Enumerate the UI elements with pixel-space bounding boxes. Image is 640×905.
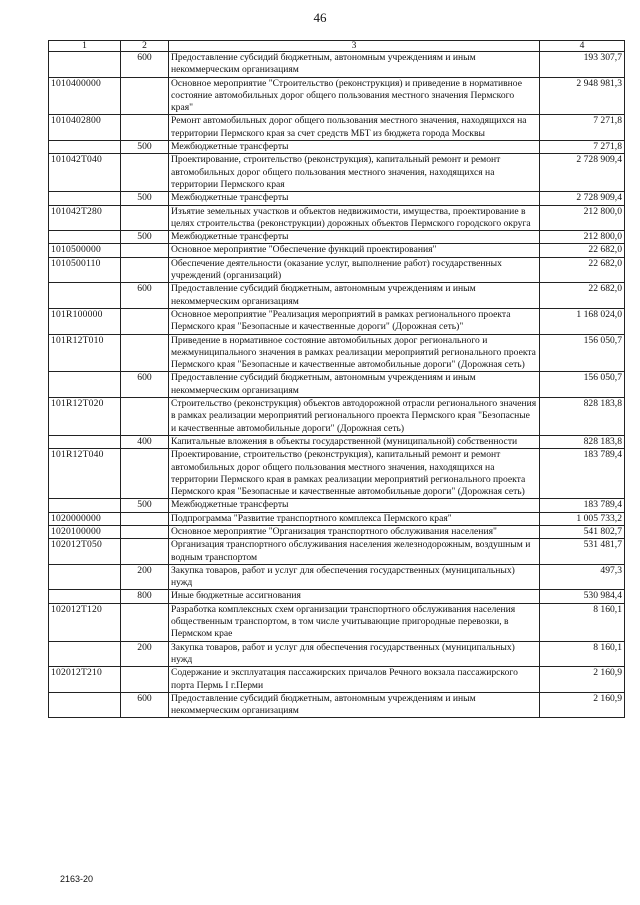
amount-cell: 22 682,0 xyxy=(540,283,625,309)
expense-type-cell xyxy=(121,205,169,231)
name-cell: Организация транспортного обслуживания населения железнодорожным, воздушным и водным транспортом xyxy=(169,539,540,565)
amount-cell: 212 800,0 xyxy=(540,231,625,244)
amount-cell: 1 005 733,2 xyxy=(540,512,625,525)
name-cell: Подпрограмма "Развитие транспортного комплекса Пермского края" xyxy=(169,512,540,525)
name-cell: Приведение в нормативное состояние автомобильных дорог регионального и межмуниципального значения в рамках реализации мероприятий регионального проекта Пермского края "Безопасные и качественные автомобильные дороги" (Дорожная сеть) xyxy=(169,334,540,372)
expense-type-cell xyxy=(121,334,169,372)
budget-table xyxy=(48,40,625,718)
expense-type-cell xyxy=(121,115,169,141)
expense-type-cell xyxy=(121,525,169,538)
amount-cell: 828 183,8 xyxy=(540,435,625,448)
table-row xyxy=(49,512,625,525)
amount-cell: 212 800,0 xyxy=(540,205,625,231)
table-row xyxy=(49,499,625,512)
table-row xyxy=(49,334,625,372)
expense-type-cell: 600 xyxy=(121,692,169,718)
amount-cell: 193 307,7 xyxy=(540,52,625,78)
header-col-4: 4 xyxy=(540,41,625,52)
table-row xyxy=(49,192,625,205)
target-article-cell xyxy=(49,141,121,154)
expense-type-cell: 500 xyxy=(121,499,169,512)
table-body xyxy=(49,52,625,718)
amount-cell: 2 948 981,3 xyxy=(540,77,625,115)
target-article-cell: 1020000000 xyxy=(49,512,121,525)
expense-type-cell: 200 xyxy=(121,564,169,590)
target-article-cell: 101042Т280 xyxy=(49,205,121,231)
amount-cell: 22 682,0 xyxy=(540,244,625,257)
target-article-cell: 1010500000 xyxy=(49,244,121,257)
name-cell: Закупка товаров, работ и услуг для обеспечения государственных (муниципальных) нужд xyxy=(169,641,540,667)
table-row xyxy=(49,667,625,693)
expense-type-cell xyxy=(121,512,169,525)
footer-code: 2163-20 xyxy=(60,874,94,884)
table-row xyxy=(49,231,625,244)
table-row xyxy=(49,435,625,448)
amount-cell: 183 789,4 xyxy=(540,449,625,499)
amount-cell: 541 802,7 xyxy=(540,525,625,538)
amount-cell: 8 160,1 xyxy=(540,641,625,667)
table-row xyxy=(49,283,625,309)
name-cell: Капитальные вложения в объекты государственной (муниципальной) собственности xyxy=(169,435,540,448)
name-cell: Предоставление субсидий бюджетным, автономным учреждениям и иным некоммерческим организациям xyxy=(169,372,540,398)
table-row xyxy=(49,372,625,398)
target-article-cell: 1010500110 xyxy=(49,257,121,283)
table-row xyxy=(49,590,625,603)
expense-type-cell xyxy=(121,398,169,436)
amount-cell: 22 682,0 xyxy=(540,257,625,283)
amount-cell: 7 271,8 xyxy=(540,115,625,141)
name-cell: Основное мероприятие "Реализация мероприятий в рамках регионального проекта Пермского края "Безопасные и качественные дороги" (Дорожная сеть)" xyxy=(169,308,540,334)
amount-cell: 8 160,1 xyxy=(540,603,625,641)
table-row xyxy=(49,141,625,154)
target-article-cell xyxy=(49,435,121,448)
expense-type-cell: 200 xyxy=(121,641,169,667)
target-article-cell: 101R12Т040 xyxy=(49,449,121,499)
amount-cell: 531 481,7 xyxy=(540,539,625,565)
table-row xyxy=(49,115,625,141)
target-article-cell: 1020100000 xyxy=(49,525,121,538)
name-cell: Межбюджетные трансферты xyxy=(169,231,540,244)
table-row xyxy=(49,692,625,718)
target-article-cell xyxy=(49,372,121,398)
table-row xyxy=(49,449,625,499)
expense-type-cell: 600 xyxy=(121,52,169,78)
table-row xyxy=(49,641,625,667)
target-article-cell xyxy=(49,641,121,667)
header-row xyxy=(49,41,625,52)
header-col-3: 3 xyxy=(169,41,540,52)
expense-type-cell: 400 xyxy=(121,435,169,448)
amount-cell: 2 160,9 xyxy=(540,667,625,693)
target-article-cell xyxy=(49,231,121,244)
name-cell: Изъятие земельных участков и объектов недвижимости, имущества, проектирование в целях строительства (реконструкции) дорожных объектов Пермского городского округа xyxy=(169,205,540,231)
name-cell: Межбюджетные трансферты xyxy=(169,499,540,512)
table-row xyxy=(49,205,625,231)
target-article-cell: 101R12Т020 xyxy=(49,398,121,436)
expense-type-cell: 600 xyxy=(121,283,169,309)
name-cell: Разработка комплексных схем организации транспортного обслуживания населения общественным транспортом, в том числе учитывающие пригородные перевозки, в Пермском крае xyxy=(169,603,540,641)
name-cell: Предоставление субсидий бюджетным, автономным учреждениям и иным некоммерческим организациям xyxy=(169,692,540,718)
amount-cell: 2 160,9 xyxy=(540,692,625,718)
table-row xyxy=(49,77,625,115)
expense-type-cell xyxy=(121,667,169,693)
header-col-1: 1 xyxy=(49,41,121,52)
amount-cell: 828 183,8 xyxy=(540,398,625,436)
target-article-cell xyxy=(49,499,121,512)
name-cell: Проектирование, строительство (реконструкция), капитальный ремонт и ремонт автомобильных дорог общего пользования местного значения, находящихся на территории Пермского края xyxy=(169,154,540,192)
name-cell: Основное мероприятие "Строительство (реконструкция) и приведение в нормативное состояние автомобильных дорог общего пользования местного значения Пермского края" xyxy=(169,77,540,115)
expense-type-cell xyxy=(121,244,169,257)
name-cell: Ремонт автомобильных дорог общего пользования местного значения, находящихся на территории Пермского края за счет средств МБТ из бюджета города Москвы xyxy=(169,115,540,141)
target-article-cell: 101R12Т010 xyxy=(49,334,121,372)
table-row xyxy=(49,564,625,590)
name-cell: Межбюджетные трансферты xyxy=(169,141,540,154)
expense-type-cell xyxy=(121,257,169,283)
target-article-cell: 1010400000 xyxy=(49,77,121,115)
name-cell: Проектирование, строительство (реконструкция), капитальный ремонт и ремонт автомобильных дорог общего пользования местного значения, находящихся на территории Пермского края в рамках реализации мероприятий регионального проекта Пермского края "Безопасные и качественные автомобильные дороги" (Дорожная сеть) xyxy=(169,449,540,499)
target-article-cell xyxy=(49,564,121,590)
expense-type-cell: 500 xyxy=(121,231,169,244)
expense-type-cell: 500 xyxy=(121,192,169,205)
target-article-cell: 1010402800 xyxy=(49,115,121,141)
expense-type-cell xyxy=(121,603,169,641)
target-article-cell: 102012Т120 xyxy=(49,603,121,641)
expense-type-cell: 800 xyxy=(121,590,169,603)
amount-cell: 2 728 909,4 xyxy=(540,192,625,205)
amount-cell: 1 168 024,0 xyxy=(540,308,625,334)
expense-type-cell: 600 xyxy=(121,372,169,398)
amount-cell: 7 271,8 xyxy=(540,141,625,154)
table-row xyxy=(49,539,625,565)
amount-cell: 156 050,7 xyxy=(540,372,625,398)
table-row xyxy=(49,603,625,641)
amount-cell: 2 728 909,4 xyxy=(540,154,625,192)
table-row xyxy=(49,154,625,192)
name-cell: Межбюджетные трансферты xyxy=(169,192,540,205)
name-cell: Строительство (реконструкция) объектов автодорожной отрасли регионального значения в рамках реализации мероприятий регионального проекта Пермского края "Безопасные и качественные автомобильные дороги" (Дорожная сеть) xyxy=(169,398,540,436)
target-article-cell: 101042Т040 xyxy=(49,154,121,192)
header-col-2: 2 xyxy=(121,41,169,52)
expense-type-cell xyxy=(121,77,169,115)
amount-cell: 156 050,7 xyxy=(540,334,625,372)
expense-type-cell xyxy=(121,449,169,499)
name-cell: Закупка товаров, работ и услуг для обеспечения государственных (муниципальных) нужд xyxy=(169,564,540,590)
name-cell: Иные бюджетные ассигнования xyxy=(169,590,540,603)
target-article-cell: 102012Т210 xyxy=(49,667,121,693)
target-article-cell xyxy=(49,692,121,718)
page-number: 46 xyxy=(313,10,327,25)
amount-cell: 183 789,4 xyxy=(540,499,625,512)
table-row xyxy=(49,52,625,78)
name-cell: Предоставление субсидий бюджетным, автономным учреждениям и иным некоммерческим организациям xyxy=(169,283,540,309)
table-row xyxy=(49,244,625,257)
name-cell: Предоставление субсидий бюджетным, автономным учреждениям и иным некоммерческим организациям xyxy=(169,52,540,78)
expense-type-cell xyxy=(121,539,169,565)
target-article-cell xyxy=(49,283,121,309)
target-article-cell xyxy=(49,590,121,603)
table-row xyxy=(49,257,625,283)
expense-type-cell: 500 xyxy=(121,141,169,154)
table-row xyxy=(49,398,625,436)
target-article-cell: 102012Т050 xyxy=(49,539,121,565)
expense-type-cell xyxy=(121,154,169,192)
amount-cell: 497,3 xyxy=(540,564,625,590)
table-row xyxy=(49,525,625,538)
name-cell: Обеспечение деятельности (оказание услуг, выполнение работ) государственных учреждений (организаций) xyxy=(169,257,540,283)
amount-cell: 530 984,4 xyxy=(540,590,625,603)
target-article-cell xyxy=(49,52,121,78)
name-cell: Основное мероприятие "Обеспечение функций проектирования" xyxy=(169,244,540,257)
table-row xyxy=(49,308,625,334)
name-cell: Основное мероприятие "Организация транспортного обслуживания населения" xyxy=(169,525,540,538)
target-article-cell xyxy=(49,192,121,205)
name-cell: Содержание и эксплуатация пассажирских причалов Речного вокзала пассажирского порта Пермь I г.Перми xyxy=(169,667,540,693)
target-article-cell: 101R100000 xyxy=(49,308,121,334)
expense-type-cell xyxy=(121,308,169,334)
